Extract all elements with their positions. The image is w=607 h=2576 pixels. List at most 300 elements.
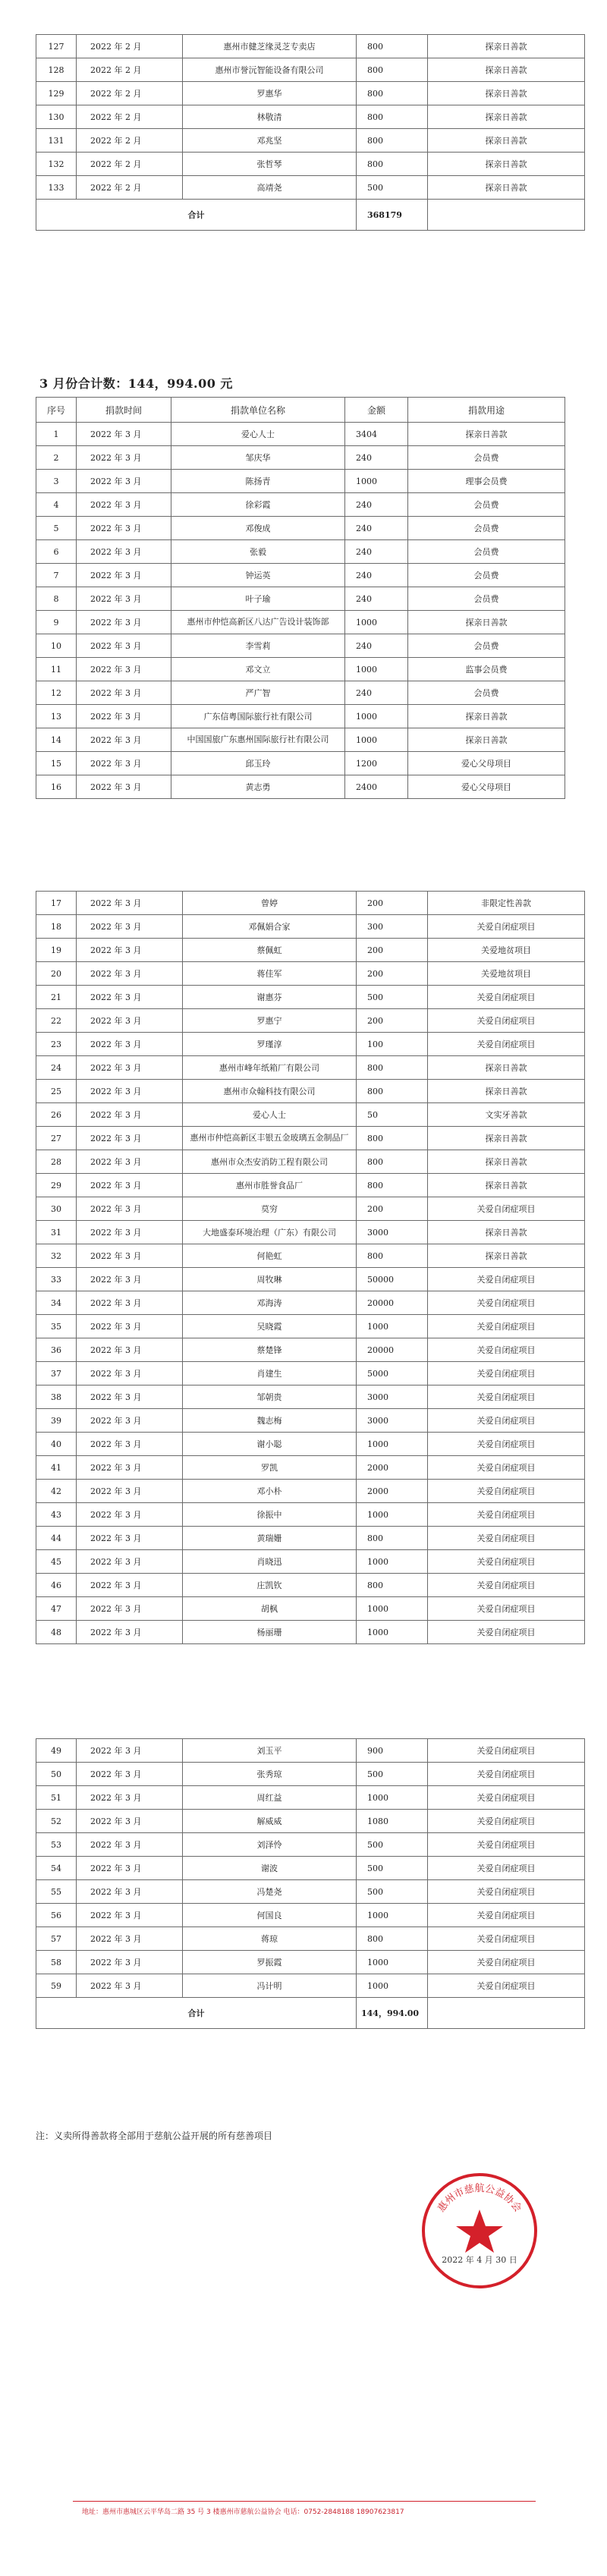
cell-amount: 1000 xyxy=(357,1974,428,1998)
cell-purpose: 探亲日善款 xyxy=(428,1174,585,1197)
cell-date: 2022 年 3 月 xyxy=(77,1362,183,1386)
table-row xyxy=(36,1527,585,1550)
cell-no: 45 xyxy=(36,1550,77,1574)
table-row xyxy=(36,1927,585,1951)
cell-no: 46 xyxy=(36,1574,77,1597)
cell-date: 2022 年 3 月 xyxy=(77,470,171,493)
cell-donor: 严广智 xyxy=(171,681,345,705)
table-row xyxy=(36,1268,585,1291)
cell-donor: 惠州市仲恺高新区八达广告设计装饰部 xyxy=(171,611,345,634)
cell-purpose: 关爱自闭症项目 xyxy=(428,986,585,1009)
cell-date: 2022 年 3 月 xyxy=(77,493,171,517)
cell-purpose: 关爱自闭症项目 xyxy=(428,1362,585,1386)
cell-date: 2022 年 3 月 xyxy=(77,962,183,986)
cell-donor: 解威威 xyxy=(183,1810,357,1833)
cell-amount: 1000 xyxy=(357,1951,428,1974)
footer-address: 地址：惠州市惠城区云平华岛二路 35 号 3 楼惠州市慈航公益协会 电话：0752-2848188 18907623817 xyxy=(82,2508,404,2516)
cell-date: 2022 年 3 月 xyxy=(77,1268,183,1291)
cell-no: 47 xyxy=(36,1597,77,1621)
cell-purpose: 关爱地贫项目 xyxy=(428,939,585,962)
cell-amount: 800 xyxy=(357,1527,428,1550)
cell-amount: 800 xyxy=(357,1244,428,1268)
cell-date: 2022 年 3 月 xyxy=(77,1127,183,1150)
cell-amount: 1000 xyxy=(345,611,408,634)
cell-date: 2022 年 2 月 xyxy=(77,82,183,105)
cell-amount: 50000 xyxy=(357,1268,428,1291)
cell-date: 2022 年 3 月 xyxy=(77,775,171,799)
cell-donor: 邹庆华 xyxy=(171,446,345,470)
cell-amount: 240 xyxy=(345,634,408,658)
cell-no: 50 xyxy=(36,1763,77,1786)
cell-purpose: 爱心父母项目 xyxy=(408,752,565,775)
cell-no: 57 xyxy=(36,1927,77,1951)
cell-no: 38 xyxy=(36,1386,77,1409)
cell-date: 2022 年 3 月 xyxy=(77,1503,183,1527)
cell-purpose: 关爱自闭症项目 xyxy=(428,1597,585,1621)
cell-amount: 200 xyxy=(357,892,428,915)
cell-donor: 李雪莉 xyxy=(171,634,345,658)
cell-no: 49 xyxy=(36,1739,77,1763)
march-donation-table-part3 xyxy=(36,1738,585,2029)
table-row xyxy=(36,1951,585,1974)
cell-amount: 200 xyxy=(357,1009,428,1033)
cell-no: 4 xyxy=(36,493,77,517)
cell-amount: 240 xyxy=(345,587,408,611)
table-row xyxy=(36,892,585,915)
cell-date: 2022 年 3 月 xyxy=(77,1409,183,1433)
cell-purpose: 监事会员费 xyxy=(408,658,565,681)
cell-amount: 240 xyxy=(345,446,408,470)
cell-amount: 800 xyxy=(357,1174,428,1197)
cell-amount: 500 xyxy=(357,986,428,1009)
cell-no: 59 xyxy=(36,1974,77,1998)
cell-no: 51 xyxy=(36,1786,77,1810)
table-row xyxy=(36,1857,585,1880)
cell-donor: 黄志勇 xyxy=(171,775,345,799)
table-row xyxy=(36,1786,585,1810)
cell-amount: 800 xyxy=(357,82,428,105)
cell-purpose: 关爱自闭症项目 xyxy=(428,1857,585,1880)
table-row xyxy=(36,1174,585,1197)
table-row xyxy=(36,1621,585,1644)
cell-donor: 钟运英 xyxy=(171,564,345,587)
total-label: 合计 xyxy=(36,200,357,231)
cell-purpose: 会员费 xyxy=(408,587,565,611)
cell-purpose: 探亲日善款 xyxy=(428,1150,585,1174)
cell-no: 44 xyxy=(36,1527,77,1550)
cell-donor: 张哲琴 xyxy=(183,153,357,176)
cell-amount: 240 xyxy=(345,681,408,705)
cell-purpose: 探亲日善款 xyxy=(428,35,585,58)
cell-purpose: 关爱自闭症项目 xyxy=(428,1315,585,1338)
cell-date: 2022 年 3 月 xyxy=(77,1927,183,1951)
cell-no: 132 xyxy=(36,153,77,176)
table-row xyxy=(36,1763,585,1786)
cell-donor: 惠州市仲恺高新区丰银五金玻璃五金制品厂 xyxy=(183,1127,357,1150)
cell-amount: 800 xyxy=(357,58,428,82)
cell-no: 27 xyxy=(36,1127,77,1150)
cell-no: 128 xyxy=(36,58,77,82)
cell-purpose: 关爱自闭症项目 xyxy=(428,1433,585,1456)
cell-no: 32 xyxy=(36,1244,77,1268)
cell-purpose: 会员费 xyxy=(408,634,565,658)
cell-purpose: 关爱自闭症项目 xyxy=(428,1621,585,1644)
cell-purpose: 关爱自闭症项目 xyxy=(428,1033,585,1056)
cell-amount: 200 xyxy=(357,1197,428,1221)
cell-donor: 冯楚尧 xyxy=(183,1880,357,1904)
cell-purpose: 关爱自闭症项目 xyxy=(428,1927,585,1951)
cell-amount: 500 xyxy=(357,1880,428,1904)
cell-amount: 1000 xyxy=(345,705,408,728)
cell-donor: 惠州市众杰安消防工程有限公司 xyxy=(183,1150,357,1174)
cell-amount: 500 xyxy=(357,176,428,200)
cell-donor: 林敬清 xyxy=(183,105,357,129)
cell-amount: 300 xyxy=(357,915,428,939)
cell-donor: 肖晓迅 xyxy=(183,1550,357,1574)
table-row xyxy=(36,1127,585,1150)
table-row xyxy=(36,1338,585,1362)
cell-purpose: 关爱自闭症项目 xyxy=(428,1810,585,1833)
cell-amount: 800 xyxy=(357,35,428,58)
table-row xyxy=(36,1197,585,1221)
cell-no: 12 xyxy=(36,681,77,705)
cell-donor: 蒋琼 xyxy=(183,1927,357,1951)
march-total-row xyxy=(36,1998,585,2029)
cell-date: 2022 年 3 月 xyxy=(77,1763,183,1786)
table-row xyxy=(36,1880,585,1904)
table-row xyxy=(36,1503,585,1527)
cell-purpose: 关爱自闭症项目 xyxy=(428,1880,585,1904)
cell-amount: 2400 xyxy=(345,775,408,799)
footer-divider xyxy=(73,2501,536,2502)
cell-no: 37 xyxy=(36,1362,77,1386)
cell-purpose: 探亲日善款 xyxy=(428,153,585,176)
cell-no: 53 xyxy=(36,1833,77,1857)
cell-donor: 徐振中 xyxy=(183,1503,357,1527)
cell-purpose: 爱心父母项目 xyxy=(408,775,565,799)
cell-amount: 800 xyxy=(357,105,428,129)
cell-date: 2022 年 2 月 xyxy=(77,176,183,200)
cell-date: 2022 年 3 月 xyxy=(77,1810,183,1833)
cell-purpose: 关爱自闭症项目 xyxy=(428,1291,585,1315)
cell-date: 2022 年 3 月 xyxy=(77,1009,183,1033)
cell-amount: 800 xyxy=(357,1080,428,1103)
cell-donor: 邓小朴 xyxy=(183,1480,357,1503)
cell-donor: 大地盛泰环境治理（广东）有限公司 xyxy=(183,1221,357,1244)
cell-amount: 240 xyxy=(345,564,408,587)
cell-date: 2022 年 3 月 xyxy=(77,1244,183,1268)
cell-donor: 罗瑾淳 xyxy=(183,1033,357,1056)
table-row xyxy=(36,658,565,681)
table-row xyxy=(36,1833,585,1857)
table-row xyxy=(36,1386,585,1409)
header-date: 捐款时间 xyxy=(77,398,171,423)
cell-no: 29 xyxy=(36,1174,77,1197)
cell-date: 2022 年 3 月 xyxy=(77,1291,183,1315)
cell-date: 2022 年 3 月 xyxy=(77,986,183,1009)
cell-no: 21 xyxy=(36,986,77,1009)
table-row xyxy=(36,939,585,962)
table-row xyxy=(36,1409,585,1433)
cell-date: 2022 年 3 月 xyxy=(77,1904,183,1927)
cell-date: 2022 年 3 月 xyxy=(77,939,183,962)
cell-amount: 240 xyxy=(345,517,408,540)
cell-amount: 1000 xyxy=(357,1597,428,1621)
cell-donor: 广东信粤国际旅行社有限公司 xyxy=(171,705,345,728)
cell-no: 34 xyxy=(36,1291,77,1315)
table-row xyxy=(36,446,565,470)
cell-no: 54 xyxy=(36,1857,77,1880)
cell-no: 20 xyxy=(36,962,77,986)
cell-no: 19 xyxy=(36,939,77,962)
cell-no: 130 xyxy=(36,105,77,129)
table-row xyxy=(36,1009,585,1033)
cell-date: 2022 年 3 月 xyxy=(77,1739,183,1763)
cell-donor: 肖建生 xyxy=(183,1362,357,1386)
cell-donor: 庄凯钦 xyxy=(183,1574,357,1597)
cell-date: 2022 年 3 月 xyxy=(77,1550,183,1574)
cell-amount: 20000 xyxy=(357,1291,428,1315)
cell-purpose: 关爱自闭症项目 xyxy=(428,1009,585,1033)
cell-purpose: 会员费 xyxy=(408,493,565,517)
cell-date: 2022 年 3 月 xyxy=(77,705,171,728)
cell-amount: 1000 xyxy=(357,1315,428,1338)
cell-amount: 3404 xyxy=(345,423,408,446)
cell-amount: 3000 xyxy=(357,1409,428,1433)
cell-date: 2022 年 2 月 xyxy=(77,58,183,82)
cell-date: 2022 年 3 月 xyxy=(77,1103,183,1127)
cell-donor: 邓海涛 xyxy=(183,1291,357,1315)
cell-no: 15 xyxy=(36,752,77,775)
cell-date: 2022 年 2 月 xyxy=(77,129,183,153)
cell-amount: 1000 xyxy=(357,1786,428,1810)
cell-date: 2022 年 3 月 xyxy=(77,1880,183,1904)
cell-donor: 陈扬青 xyxy=(171,470,345,493)
cell-purpose: 关爱自闭症项目 xyxy=(428,1197,585,1221)
table-row xyxy=(36,915,585,939)
cell-date: 2022 年 3 月 xyxy=(77,446,171,470)
cell-purpose: 探亲日善款 xyxy=(428,1056,585,1080)
cell-purpose: 探亲日善款 xyxy=(428,176,585,200)
cell-donor: 邓文立 xyxy=(171,658,345,681)
cell-purpose: 关爱自闭症项目 xyxy=(428,1739,585,1763)
cell-no: 129 xyxy=(36,82,77,105)
cell-no: 43 xyxy=(36,1503,77,1527)
cell-date: 2022 年 3 月 xyxy=(77,1951,183,1974)
cell-amount: 200 xyxy=(357,962,428,986)
table-row xyxy=(36,1221,585,1244)
cell-no: 22 xyxy=(36,1009,77,1033)
table-row xyxy=(36,564,565,587)
cell-purpose: 关爱地贫项目 xyxy=(428,962,585,986)
table-row xyxy=(36,1244,585,1268)
cell-date: 2022 年 3 月 xyxy=(77,1033,183,1056)
cell-date: 2022 年 3 月 xyxy=(77,728,171,752)
cell-donor: 刘玉平 xyxy=(183,1739,357,1763)
cell-donor: 高靖尧 xyxy=(183,176,357,200)
cell-amount: 1000 xyxy=(357,1433,428,1456)
cell-date: 2022 年 3 月 xyxy=(77,1056,183,1080)
cell-purpose: 关爱自闭症项目 xyxy=(428,1456,585,1480)
cell-date: 2022 年 3 月 xyxy=(77,540,171,564)
table-row xyxy=(36,176,585,200)
cell-no: 52 xyxy=(36,1810,77,1833)
cell-date: 2022 年 3 月 xyxy=(77,1080,183,1103)
march-donation-table-part1 xyxy=(36,397,565,799)
cell-purpose: 关爱自闭症项目 xyxy=(428,1527,585,1550)
cell-donor: 魏志梅 xyxy=(183,1409,357,1433)
cell-purpose: 关爱自闭症项目 xyxy=(428,1574,585,1597)
cell-no: 33 xyxy=(36,1268,77,1291)
cell-purpose: 探亲日善款 xyxy=(408,611,565,634)
table-row xyxy=(36,1480,585,1503)
table-row xyxy=(36,1150,585,1174)
table-row xyxy=(36,1291,585,1315)
cell-no: 2 xyxy=(36,446,77,470)
cell-amount: 200 xyxy=(357,939,428,962)
cell-amount: 100 xyxy=(357,1033,428,1056)
cell-purpose: 探亲日善款 xyxy=(428,58,585,82)
cell-date: 2022 年 3 月 xyxy=(77,587,171,611)
cell-date: 2022 年 3 月 xyxy=(77,1857,183,1880)
cell-purpose: 关爱自闭症项目 xyxy=(428,1550,585,1574)
cell-no: 25 xyxy=(36,1080,77,1103)
cell-amount: 1000 xyxy=(345,658,408,681)
cell-amount: 2000 xyxy=(357,1456,428,1480)
cell-no: 35 xyxy=(36,1315,77,1338)
cell-no: 11 xyxy=(36,658,77,681)
table-row xyxy=(36,1597,585,1621)
cell-no: 31 xyxy=(36,1221,77,1244)
cell-donor: 叶子瑜 xyxy=(171,587,345,611)
cell-date: 2022 年 3 月 xyxy=(77,1433,183,1456)
cell-donor: 张秀琼 xyxy=(183,1763,357,1786)
cell-date: 2022 年 3 月 xyxy=(77,564,171,587)
cell-no: 30 xyxy=(36,1197,77,1221)
cell-donor: 蔡楚锋 xyxy=(183,1338,357,1362)
cell-no: 14 xyxy=(36,728,77,752)
cell-donor: 罗惠宁 xyxy=(183,1009,357,1033)
cell-no: 26 xyxy=(36,1103,77,1127)
cell-donor: 罗惠华 xyxy=(183,82,357,105)
cell-amount: 800 xyxy=(357,1927,428,1951)
total-amount: 144，994.00 xyxy=(357,1998,428,2029)
cell-no: 9 xyxy=(36,611,77,634)
cell-amount: 800 xyxy=(357,129,428,153)
header-purpose: 捐款用途 xyxy=(408,398,565,423)
cell-donor: 冯计明 xyxy=(183,1974,357,1998)
cell-donor: 杨丽珊 xyxy=(183,1621,357,1644)
total-purpose-empty xyxy=(428,1998,585,2029)
cell-donor: 爱心人士 xyxy=(171,423,345,446)
cell-date: 2022 年 3 月 xyxy=(77,1338,183,1362)
table-row xyxy=(36,153,585,176)
cell-donor: 黄瑞姗 xyxy=(183,1527,357,1550)
cell-date: 2022 年 3 月 xyxy=(77,517,171,540)
cell-purpose: 会员费 xyxy=(408,681,565,705)
table-row xyxy=(36,423,565,446)
cell-donor: 莫穷 xyxy=(183,1197,357,1221)
cell-purpose: 关爱自闭症项目 xyxy=(428,1951,585,1974)
cell-amount: 1000 xyxy=(357,1503,428,1527)
cell-no: 1 xyxy=(36,423,77,446)
table-row xyxy=(36,634,565,658)
table-row xyxy=(36,1974,585,1998)
cell-date: 2022 年 3 月 xyxy=(77,1456,183,1480)
table-row xyxy=(36,35,585,58)
table-row xyxy=(36,1056,585,1080)
table-row xyxy=(36,1739,585,1763)
cell-purpose: 理事会员费 xyxy=(408,470,565,493)
cell-donor: 何艳虹 xyxy=(183,1244,357,1268)
table-row xyxy=(36,611,565,634)
cell-no: 41 xyxy=(36,1456,77,1480)
cell-amount: 1000 xyxy=(357,1550,428,1574)
cell-purpose: 关爱自闭症项目 xyxy=(428,915,585,939)
february-donation-table xyxy=(36,34,585,231)
cell-purpose: 会员费 xyxy=(408,540,565,564)
cell-donor: 曾婷 xyxy=(183,892,357,915)
cell-purpose: 关爱自闭症项目 xyxy=(428,1904,585,1927)
cell-donor: 蔡佩虹 xyxy=(183,939,357,962)
cell-date: 2022 年 3 月 xyxy=(77,611,171,634)
cell-no: 8 xyxy=(36,587,77,611)
cell-no: 56 xyxy=(36,1904,77,1927)
header-donor: 捐款单位名称 xyxy=(171,398,345,423)
official-seal-icon xyxy=(419,2170,540,2291)
table-row xyxy=(36,681,565,705)
cell-amount: 1000 xyxy=(345,728,408,752)
cell-donor: 邓佩娟合家 xyxy=(183,915,357,939)
cell-date: 2022 年 3 月 xyxy=(77,1221,183,1244)
cell-amount: 1200 xyxy=(345,752,408,775)
cell-donor: 谢波 xyxy=(183,1857,357,1880)
march-donation-table-part2 xyxy=(36,891,585,1644)
cell-donor: 爱心人士 xyxy=(183,1103,357,1127)
cell-no: 18 xyxy=(36,915,77,939)
total-purpose-empty xyxy=(428,200,585,231)
table-row xyxy=(36,1033,585,1056)
cell-donor: 吴晓霞 xyxy=(183,1315,357,1338)
cell-no: 133 xyxy=(36,176,77,200)
cell-no: 39 xyxy=(36,1409,77,1433)
cell-amount: 240 xyxy=(345,493,408,517)
cell-no: 13 xyxy=(36,705,77,728)
cell-donor: 罗振霞 xyxy=(183,1951,357,1974)
cell-no: 7 xyxy=(36,564,77,587)
cell-donor: 惠州市健芝缘灵芝专卖店 xyxy=(183,35,357,58)
footnote: 注：义卖所得善款将全部用于慈航公益开展的所有慈善项目 xyxy=(36,2131,273,2141)
cell-date: 2022 年 3 月 xyxy=(77,1315,183,1338)
cell-donor: 惠州市峰年纸箱厂有限公司 xyxy=(183,1056,357,1080)
cell-amount: 500 xyxy=(357,1763,428,1786)
table-row xyxy=(36,82,585,105)
cell-date: 2022 年 3 月 xyxy=(77,423,171,446)
cell-date: 2022 年 3 月 xyxy=(77,1386,183,1409)
cell-purpose: 关爱自闭症项目 xyxy=(428,1503,585,1527)
cell-date: 2022 年 3 月 xyxy=(77,1974,183,1998)
cell-date: 2022 年 3 月 xyxy=(77,1574,183,1597)
cell-no: 10 xyxy=(36,634,77,658)
cell-purpose: 关爱自闭症项目 xyxy=(428,1268,585,1291)
header-no: 序号 xyxy=(36,398,77,423)
cell-amount: 800 xyxy=(357,153,428,176)
cell-donor: 张毅 xyxy=(171,540,345,564)
cell-no: 55 xyxy=(36,1880,77,1904)
cell-no: 24 xyxy=(36,1056,77,1080)
cell-date: 2022 年 3 月 xyxy=(77,915,183,939)
cell-purpose: 会员费 xyxy=(408,446,565,470)
